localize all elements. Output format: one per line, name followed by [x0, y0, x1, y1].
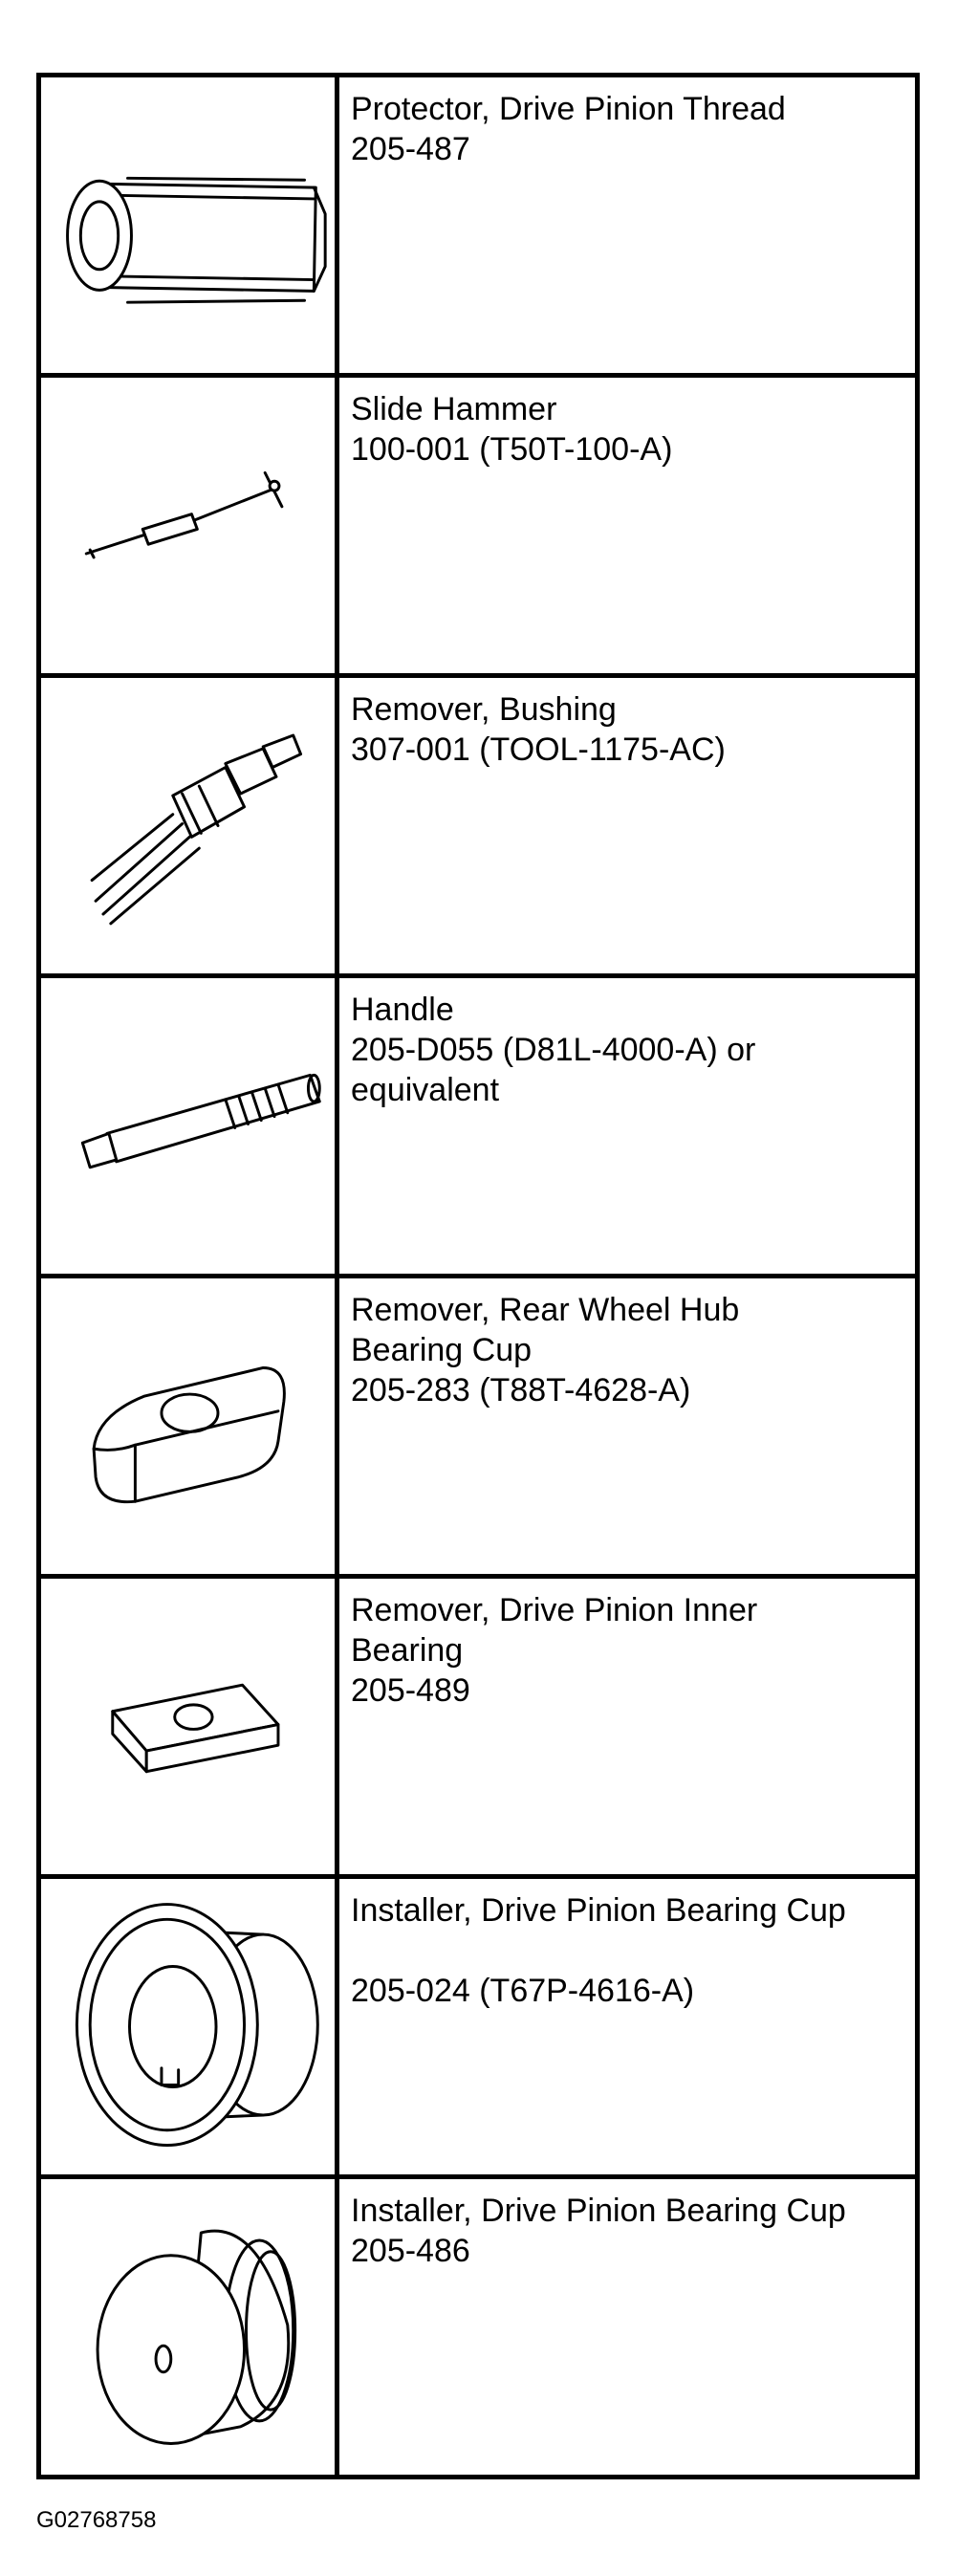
tool-note: equivalent — [351, 1072, 500, 1108]
tool-number: 205-024 (T67P-4616-A) — [351, 1973, 695, 2009]
tool-number: 100-001 (T50T-100-A) — [351, 431, 673, 468]
tool-row — [39, 2177, 918, 2478]
tool-description-cell — [337, 2177, 918, 2478]
tool-number: 205-489 — [351, 1672, 470, 1709]
tool-row — [39, 1277, 918, 1577]
figure-id: G02768758 — [36, 2507, 157, 2533]
bearing-cup-installer-small-icon — [41, 2179, 335, 2475]
tool-description-cell — [337, 976, 918, 1277]
tool-illustration-cell — [39, 2177, 337, 2478]
tool-description-cell — [337, 1277, 918, 1577]
tool-illustration-cell — [39, 1877, 337, 2177]
tool-number: 307-001 (TOOL-1175-AC) — [351, 731, 726, 768]
tool-name-cont: Bearing — [351, 1632, 464, 1669]
tool-number: 205-487 — [351, 131, 470, 167]
tool-description-cell — [337, 676, 918, 976]
tool-blank-line — [351, 1931, 903, 1971]
tool-illustration-cell — [39, 676, 337, 976]
pinion-inner-bearing-remover-icon — [41, 1579, 335, 1874]
bearing-cup-installer-icon — [41, 1879, 335, 2174]
tool-number: 205-283 (T88T-4628-A) — [351, 1372, 691, 1408]
tool-name: Installer, Drive Pinion Bearing Cup — [351, 1892, 846, 1929]
tool-name: Remover, Rear Wheel Hub — [351, 1292, 740, 1328]
thread-protector-icon — [41, 77, 335, 373]
slide-hammer-icon — [41, 378, 335, 673]
tool-illustration-cell — [39, 1577, 337, 1877]
tool-number: 205-D055 (D81L-4000-A) or — [351, 1032, 756, 1068]
tool-illustration-cell — [39, 1277, 337, 1577]
tool-row — [39, 1577, 918, 1877]
tool-name: Installer, Drive Pinion Bearing Cup — [351, 2193, 846, 2229]
tool-name: Slide Hammer — [351, 391, 557, 427]
tool-illustration-cell — [39, 376, 337, 676]
tool-description-cell — [337, 376, 918, 676]
tool-description-cell — [337, 76, 918, 376]
tool-illustration-cell — [39, 976, 337, 1277]
tool-name: Remover, Drive Pinion Inner — [351, 1592, 758, 1628]
tool-name: Remover, Bushing — [351, 691, 617, 728]
tool-illustration-cell — [39, 76, 337, 376]
bushing-remover-icon — [41, 678, 335, 973]
tool-description-cell — [337, 1877, 918, 2177]
tool-name-cont: Bearing Cup — [351, 1332, 533, 1368]
tool-row — [39, 76, 918, 376]
tool-row — [39, 376, 918, 676]
special-tools-table — [36, 73, 920, 2479]
tool-number: 205-486 — [351, 2233, 470, 2269]
hub-bearing-cup-remover-icon — [41, 1278, 335, 1574]
tool-name: Handle — [351, 992, 454, 1028]
tool-name: Protector, Drive Pinion Thread — [351, 91, 786, 127]
handle-icon — [41, 978, 335, 1274]
tool-row — [39, 1877, 918, 2177]
tool-description-cell — [337, 1577, 918, 1877]
tool-row — [39, 976, 918, 1277]
tool-row — [39, 676, 918, 976]
